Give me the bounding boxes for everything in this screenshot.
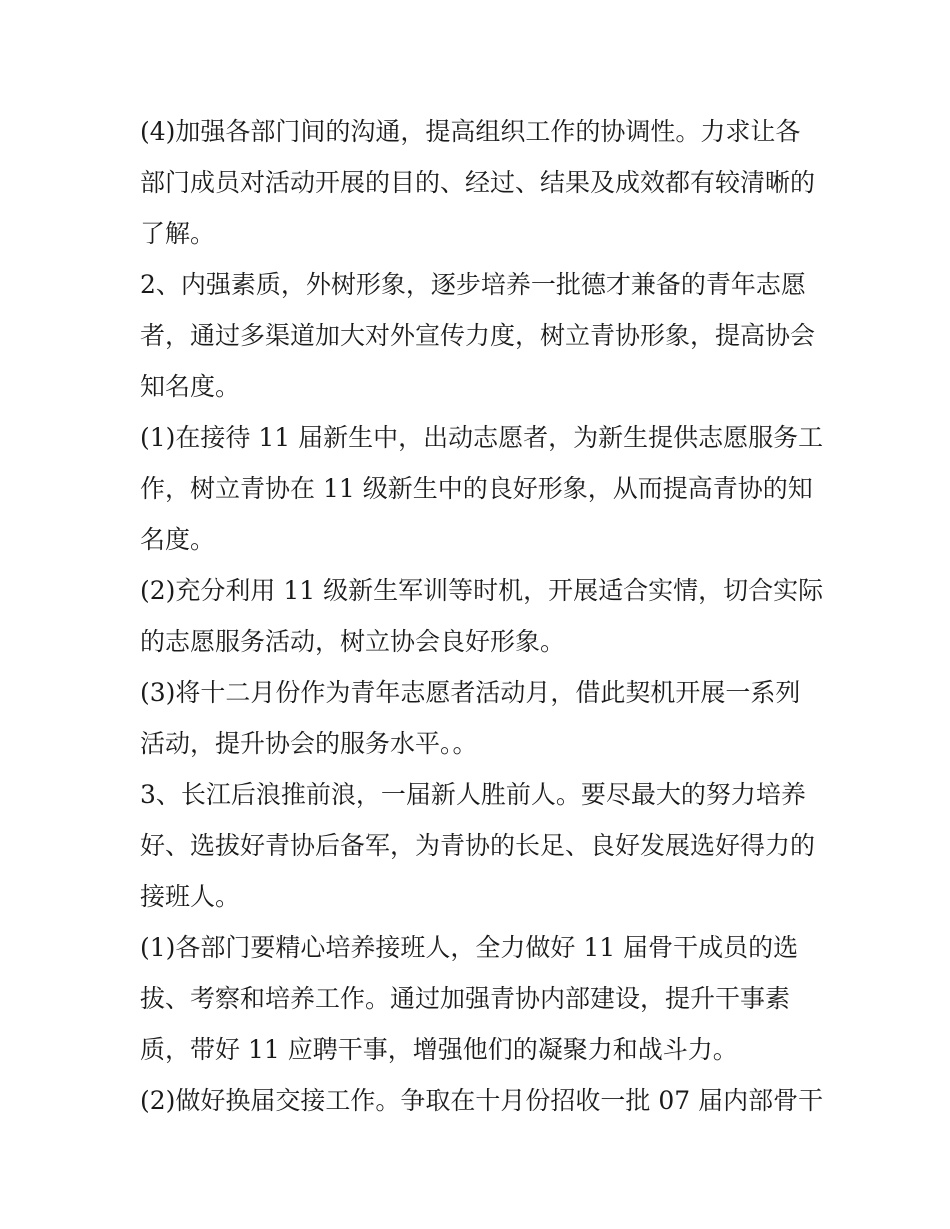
text-line: 名度。 [140, 525, 216, 554]
text-line: 好、选拔好青协后备军，为青协的长足、良好发展选好得力的 [140, 831, 816, 860]
text-line: 接班人。 [140, 882, 241, 911]
document-body [140, 106, 824, 1126]
text-line: (2)充分利用 11 级新生军训等时机，开展适合实情，切合实际 [140, 576, 824, 605]
text-line: 质，带好 11 应聘干事，增强他们的凝聚力和战斗力。 [140, 1035, 738, 1064]
text-line: 部门成员对活动开展的目的、经过、结果及成效都有较清晰的 [140, 168, 816, 197]
text-line: 知名度。 [140, 372, 241, 401]
text-line: (1)在接待 11 届新生中，出动志愿者，为新生提供志愿服务工 [140, 423, 824, 452]
text-line: 作，树立青协在 11 级新生中的良好形象，从而提高青协的知 [140, 474, 813, 503]
text-line: 的志愿服务活动，树立协会良好形象。 [140, 627, 566, 656]
text-line: (2)做好换届交接工作。争取在十月份招收一批 07 届内部骨干 [140, 1086, 824, 1115]
section-2-item-1 [140, 412, 824, 565]
text-line: 拔、考察和培养工作。通过加强青协内部建设，提升干事素 [140, 984, 791, 1013]
text-line: 了解。 [140, 219, 216, 248]
section-2-item-2 [140, 565, 824, 667]
text-line: (3)将十二月份作为青年志愿者活动月，借此契机开展一系列 [140, 678, 801, 707]
text-line: (4)加强各部门间的沟通，提高组织工作的协调性。力求让各 [140, 117, 801, 146]
text-line: 者，通过多渠道加大对外宣传力度，树立青协形象，提高协会 [140, 321, 816, 350]
text-line: 活动，提升协会的服务水平。。 [140, 729, 478, 758]
section-3-item-2 [140, 1075, 824, 1126]
section-3-heading [140, 769, 820, 922]
section-3-item-1 [140, 922, 820, 1075]
text-line: 3、长江后浪推前浪，一届新人胜前人。要尽最大的努力培养 [140, 780, 806, 809]
text-line: (1)各部门要精心培养接班人，全力做好 11 届骨干成员的选 [140, 933, 799, 962]
paragraph-4-communication [140, 106, 820, 259]
section-2-heading [140, 259, 820, 412]
section-2-item-3 [140, 667, 820, 769]
text-line: 2、内强素质，外树形象，逐步培养一批德才兼备的青年志愿 [140, 270, 806, 299]
